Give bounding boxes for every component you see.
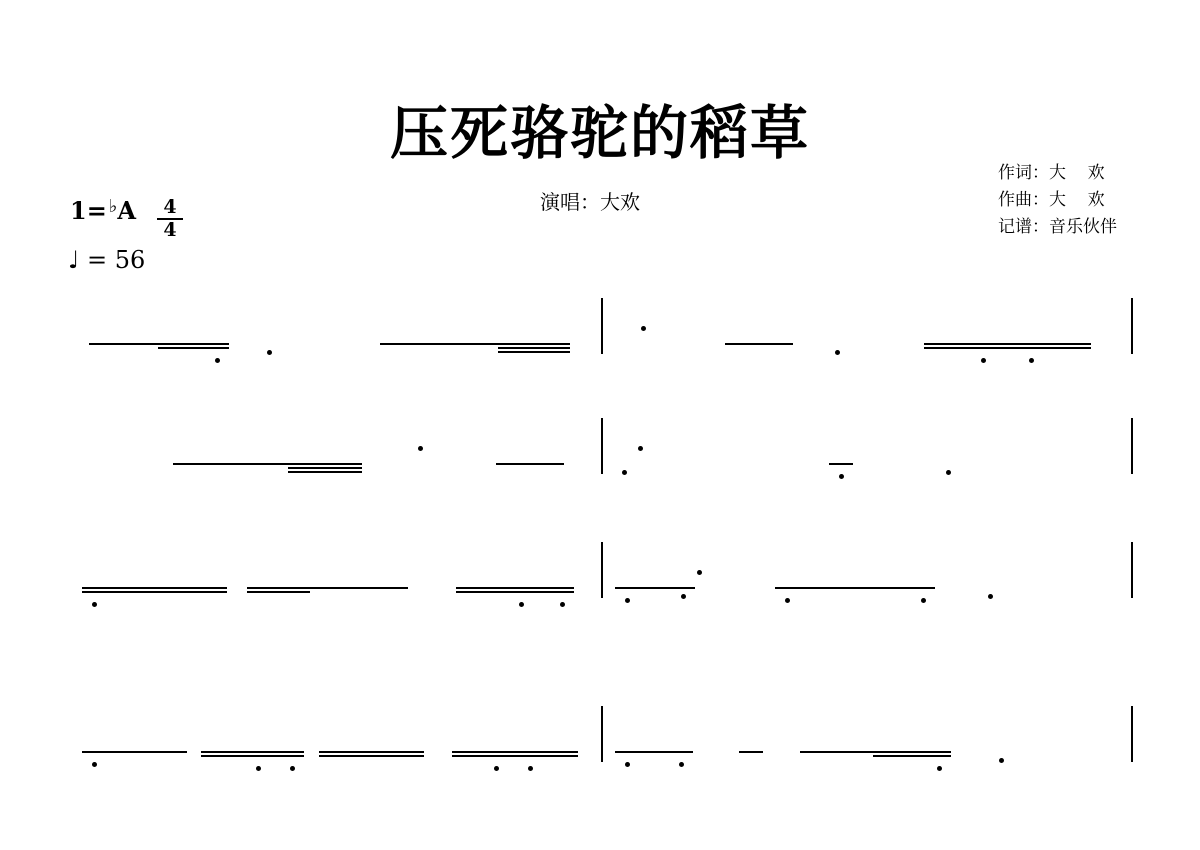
duration-underline: [82, 751, 187, 753]
duration-underline: [498, 347, 570, 349]
duration-underline: [456, 587, 574, 589]
time-signature: [157, 198, 183, 240]
key-prefix: 1=: [70, 196, 107, 225]
duration-underline: [82, 591, 227, 593]
lower-octave-dot: [215, 358, 220, 363]
duration-underline: [380, 343, 570, 345]
tempo-value: = 56: [86, 246, 146, 274]
credits-block: [998, 160, 1117, 241]
lower-octave-dot: [785, 598, 790, 603]
augmentation-dot: [697, 570, 702, 575]
barline: [601, 298, 603, 354]
lower-octave-dot: [981, 358, 986, 363]
duration-underline: [496, 463, 564, 465]
composer-credit: 作曲：大 欢: [998, 190, 1105, 210]
lower-octave-dot: [519, 602, 524, 607]
duration-underline: [89, 343, 229, 345]
lower-octave-dot: [988, 594, 993, 599]
duration-underline: [873, 755, 951, 757]
transcriber-credit: 记谱：音乐伙伴: [998, 217, 1117, 237]
lower-octave-dot: [267, 350, 272, 355]
lower-octave-dot: [681, 594, 686, 599]
lower-octave-dot: [625, 762, 630, 767]
duration-underline: [201, 751, 304, 753]
tempo-marking: [68, 246, 145, 274]
quarter-note-icon: ♩: [68, 246, 80, 274]
key-note: A: [117, 196, 136, 225]
duration-underline: [201, 755, 304, 757]
duration-underline: [615, 587, 695, 589]
lower-octave-dot: [679, 762, 684, 767]
duration-underline: [498, 351, 570, 353]
lower-octave-dot: [92, 602, 97, 607]
duration-underline: [725, 343, 793, 345]
duration-underline: [924, 347, 1091, 349]
duration-underline: [247, 591, 310, 593]
lower-octave-dot: [622, 470, 627, 475]
lower-octave-dot: [839, 474, 844, 479]
duration-underline: [247, 587, 408, 589]
augmentation-dot: [418, 446, 423, 451]
lower-octave-dot: [256, 766, 261, 771]
duration-underline: [924, 343, 1091, 345]
duration-underline: [452, 755, 578, 757]
duration-underline: [319, 751, 424, 753]
time-signature-bottom: 4: [163, 219, 177, 241]
duration-underline: [319, 755, 424, 757]
duration-underline: [173, 463, 362, 465]
lower-octave-dot: [290, 766, 295, 771]
duration-underline: [615, 751, 693, 753]
lower-octave-dot: [937, 766, 942, 771]
duration-underline: [288, 467, 362, 469]
duration-underline: [829, 463, 853, 465]
lower-octave-dot: [921, 598, 926, 603]
duration-underline: [452, 751, 578, 753]
duration-underline: [739, 751, 763, 753]
lower-octave-dot: [560, 602, 565, 607]
duration-underline: [82, 587, 227, 589]
duration-underline: [800, 751, 951, 753]
lower-octave-dot: [946, 470, 951, 475]
barline: [1131, 706, 1133, 762]
barline: [1131, 298, 1133, 354]
flat-icon: ♭: [108, 196, 118, 217]
duration-underline: [158, 347, 229, 349]
barline: [601, 542, 603, 598]
time-signature-top: 4: [163, 196, 177, 218]
duration-underline: [775, 587, 935, 589]
singer-credit: 演唱：大欢: [540, 190, 640, 214]
lower-octave-dot: [494, 766, 499, 771]
key-signature: [70, 196, 136, 225]
lower-octave-dot: [835, 350, 840, 355]
barline: [601, 418, 603, 474]
barline: [1131, 418, 1133, 474]
song-title: 压死骆驼的稻草: [389, 99, 810, 167]
lyricist-credit: 作词：大 欢: [998, 163, 1105, 183]
lower-octave-dot: [92, 762, 97, 767]
duration-underline: [288, 471, 362, 473]
augmentation-dot: [638, 446, 643, 451]
lower-octave-dot: [625, 598, 630, 603]
augmentation-dot: [641, 326, 646, 331]
duration-underline: [456, 591, 574, 593]
lower-octave-dot: [999, 758, 1004, 763]
lower-octave-dot: [528, 766, 533, 771]
lower-octave-dot: [1029, 358, 1034, 363]
barline: [1131, 542, 1133, 598]
barline: [601, 706, 603, 762]
